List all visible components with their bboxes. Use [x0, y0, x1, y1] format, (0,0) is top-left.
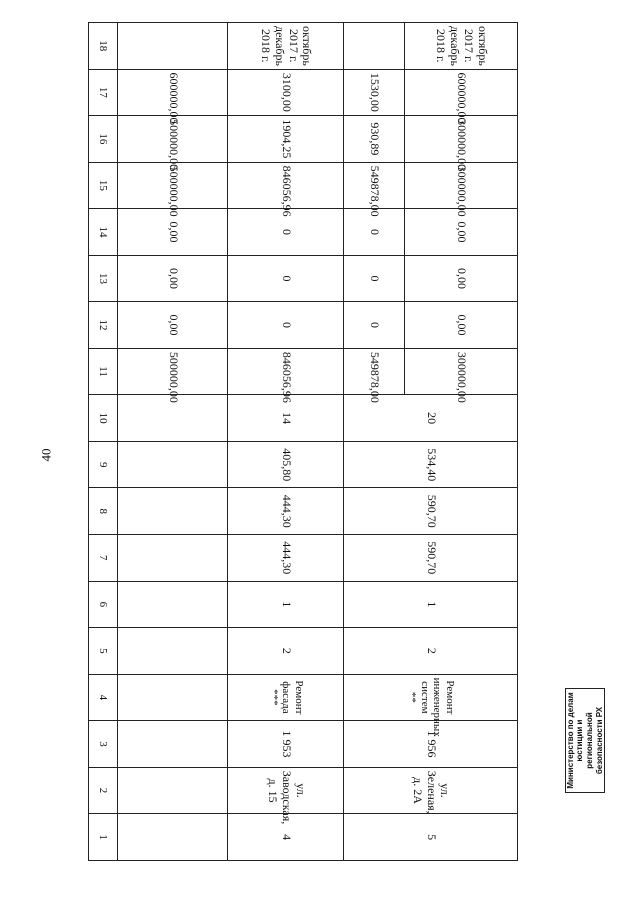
col-number: 3: [89, 721, 118, 768]
cell-budget-region-2: 0,00: [405, 255, 518, 302]
col-number: 8: [89, 488, 118, 535]
table-row: [228, 23, 344, 861]
col-number: 15: [89, 162, 118, 209]
column-number-row: [89, 23, 118, 861]
col-number: 13: [89, 255, 118, 302]
table-row: [405, 23, 518, 861]
cell-max-cost-5: 1530,00: [344, 69, 405, 116]
col-number: 2: [89, 767, 118, 814]
col-number: 1: [89, 814, 118, 861]
col-number: 17: [89, 69, 118, 116]
cell-area-total-5: 590,70: [344, 535, 518, 582]
cell-year-4: 1 953: [228, 721, 344, 768]
col-number: 4: [89, 674, 118, 721]
cell-period-t: [117, 23, 227, 70]
cell-area-living-4: 405,80: [228, 441, 344, 488]
cell-empty: [117, 488, 227, 535]
cell-budget-local-5: 0: [344, 209, 405, 256]
cell-unit-cost-2: 300000,00: [405, 116, 518, 163]
cell-area-rooms-5: 590,70: [344, 488, 518, 535]
ministry-stamp: Министерство по делам юстиции и региональной безопасности РХ: [565, 688, 605, 793]
cell-period-4: октябрь 2017 г. декабрь 2018 г.: [228, 23, 344, 70]
cell-max-cost-4: 3100,00: [228, 69, 344, 116]
cell-work-5: Ремонт инженерных систем **: [344, 674, 518, 721]
cell-entrances-5: 1: [344, 581, 518, 628]
table-rotated: [88, 22, 518, 861]
cell-owners-2: 300000,00: [405, 162, 518, 209]
cell-owners-4: 846056,96: [228, 162, 344, 209]
cell-entrances-4: 1: [228, 581, 344, 628]
cell-fund-4: 0: [228, 302, 344, 349]
cell-unit-cost-5: 930,89: [344, 116, 405, 163]
cell-work-4: Ремонт фасада ***: [228, 674, 344, 721]
cell-area-rooms-4: 444,30: [228, 488, 344, 535]
cell-unit-cost-4: 1904,25: [228, 116, 344, 163]
program-table: [88, 22, 518, 861]
cell-budget-local-4: 0: [228, 209, 344, 256]
cell-owners-t: 500000,00: [117, 162, 227, 209]
cell-period-5b: [344, 23, 405, 70]
cell-empty: [117, 674, 227, 721]
col-number: 7: [89, 535, 118, 582]
cell-budget-local-2: 0,00: [405, 209, 518, 256]
cell-cost-total-2: 300000,00: [405, 348, 518, 395]
cell-cost-total-4: 846056,96: [228, 348, 344, 395]
cell-floors-5: 2: [344, 628, 518, 675]
col-number: 9: [89, 441, 118, 488]
col-number: 11: [89, 348, 118, 395]
cell-fund-t: 0,00: [117, 302, 227, 349]
cell-cost-total-5: 549878,00: [344, 348, 405, 395]
cell-floors-4: 2: [228, 628, 344, 675]
col-number: 10: [89, 395, 118, 442]
cell-empty: [117, 535, 227, 582]
cell-empty: [117, 721, 227, 768]
cell-fund-5: 0: [344, 302, 405, 349]
cell-year-5: 1 956: [344, 721, 518, 768]
col-number: 12: [89, 302, 118, 349]
cell-empty: [117, 581, 227, 628]
cell-empty: [117, 441, 227, 488]
cell-cost-total-t: 500000,00: [117, 348, 227, 395]
cell-budget-region-t: 0,00: [117, 255, 227, 302]
col-number: 6: [89, 581, 118, 628]
cell-max-cost-2: 600000,00: [405, 69, 518, 116]
cell-empty: [117, 814, 227, 861]
cell-unit-cost-t: 500000,00: [117, 116, 227, 163]
cell-area-living-5: 534,40: [344, 441, 518, 488]
cell-area-total-4: 444,30: [228, 535, 344, 582]
cell-period-5: октябрь 2017 г. декабрь 2018 г.: [405, 23, 518, 70]
col-number: 5: [89, 628, 118, 675]
col-number: 18: [89, 23, 118, 70]
cell-empty: [117, 767, 227, 814]
cell-address-5: ул. Зеленая, д. 2А: [344, 767, 518, 814]
cell-max-cost-t: 600000,00: [117, 69, 227, 116]
cell-owners-5: 549878,00: [344, 162, 405, 209]
cell-budget-region-4: 0: [228, 255, 344, 302]
cell-budget-local-t: 0,00: [117, 209, 227, 256]
cell-empty: [117, 628, 227, 675]
col-number: 14: [89, 209, 118, 256]
table-container: [88, 22, 518, 861]
cell-no-4: 4: [228, 814, 344, 861]
cell-residents-5: 20: [344, 395, 518, 442]
cell-address-4: ул. Заводская, д. 15: [228, 767, 344, 814]
cell-fund-2: 0,00: [405, 302, 518, 349]
cell-budget-region-5: 0: [344, 255, 405, 302]
page-number: 40: [38, 448, 54, 462]
cell-no-5: 5: [344, 814, 518, 861]
col-number: 16: [89, 116, 118, 163]
table-row: [117, 23, 227, 861]
cell-residents-4: 14: [228, 395, 344, 442]
